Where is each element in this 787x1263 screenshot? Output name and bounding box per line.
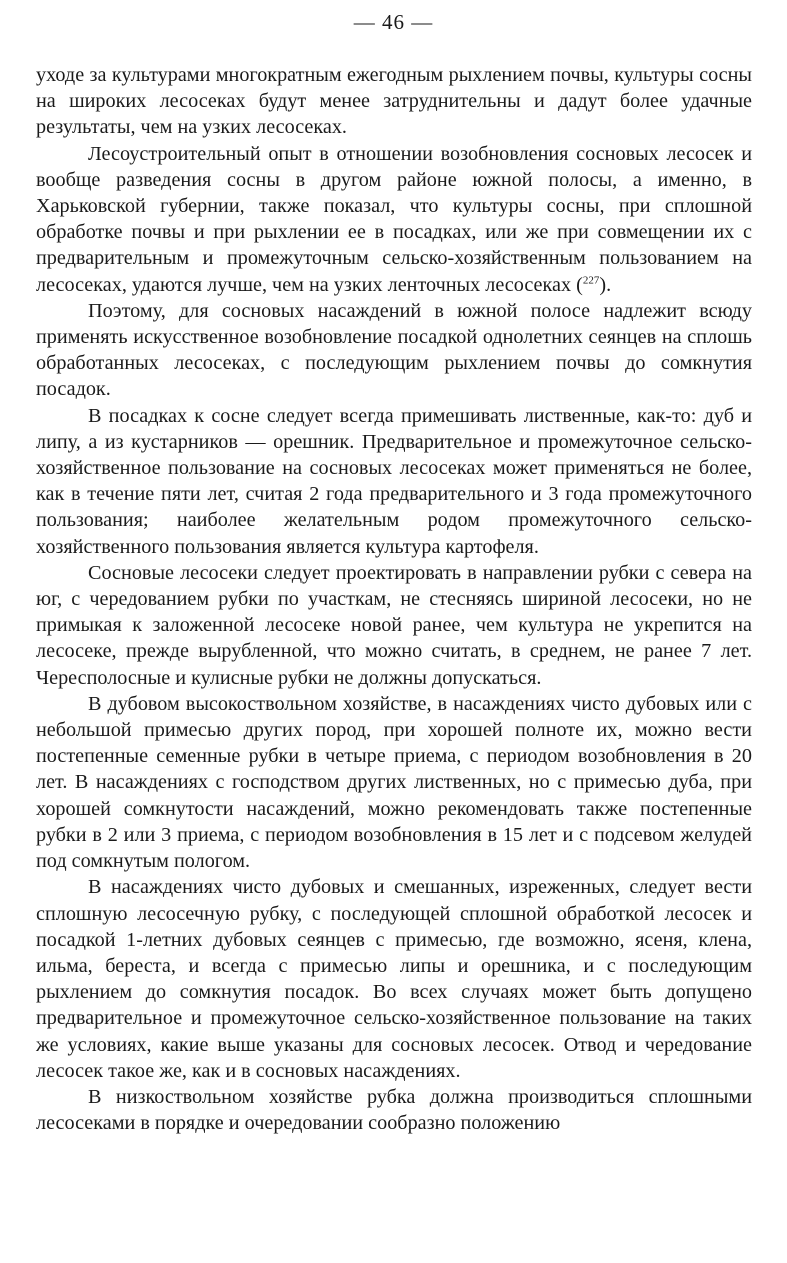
paragraph-4: В посадках к сосне следует всегда примешивать лиственные, как-то: дуб и липу, а из кустарников — орешник. Предварительное и промежуточное сельско-хозяйственное пользование на сосновых лесосеках может применяться не более, как в течение пяти лет, считая 2 года предварительного и 3 года промежуточного пользования; наиболее желательным родом промежуточного сельско-хозяйственного пользования является культура картофеля.: [36, 404, 752, 558]
paragraph-2-closing: ).: [599, 273, 612, 296]
body-text: [36, 62, 752, 1136]
paragraph-1: уходе за культурами многократным ежегодным рыхлением почвы, культуры сосны на широких лесосеках будут менее затруднительны и дадут более удачные результаты, чем на узких лесосеках.: [36, 64, 752, 139]
page-number: — 46 —: [353, 10, 434, 34]
paragraph-5: Сосновые лесосеки следует проектировать в направлении рубки с севера на юг, с чередованием рубки по участкам, не стесняясь шириной лесосеки, но не примыкая к заложенной лесосеке новой ранее, чем культура не укрепится на лесосеке, прежде вырубленной, что можно считать, в среднем, не ранее 7 лет. Чересполосные и кулисные рубки не должны допускаться.: [36, 561, 752, 689]
paragraph-6: В дубовом высокоствольном хозяйстве, в насаждениях чисто дубовых или с небольшой примесью других пород, при хорошей полноте их, можно вести постепенные семенные рубки в четыре приема, с периодом возобновления в 20 лет. В насаждениях с господством других лиственных, но с примесью дуба, при хорошей сомкнутости насаждений, можно рекомендовать также постепенные рубки в 2 или 3 приема, с периодом возобновления в 15 лет и с подсевом желудей под сомкнутым пологом.: [36, 692, 752, 873]
paragraph-2-text: Лесоустроительный опыт в отношении возобновления сосновых лесосек и вообще разведения сосны в другом районе южной полосы, а именно, в Харьковской губернии, также показал, что культуры сосны, при сплошной обработке почвы и при рыхлении ее в посадках, или же при совмещении их с предварительным и промежуточным сельско-хозяйственным пользованием на лесосеках, удаются лучше, чем на узких ленточных лесосеках (: [36, 142, 752, 296]
paragraph-2: [36, 141, 752, 298]
paragraph-3: Поэтому, для сосновых насаждений в южной полосе надлежит всюду применять искусственное возобновление посадкой однолетних сеянцев на сплошь обработанных лесосеках, с последующим рыхлением почвы до сомкнутия посадок.: [36, 299, 752, 401]
footnote-reference: 227: [582, 273, 600, 286]
paragraph-7: В насаждениях чисто дубовых и смешанных, изреженных, следует вести сплошную лесосечную рубку, с последующей сплошной обработкой лесосек и посадкой 1-летних дубовых сеянцев с примесью, где возможно, ясеня, клена, ильма, береста, и всегда с примесью липы и орешника, и с последующим рыхлением до сомкнутия посадок. Во всех случаях может быть допущено предварительное и промежуточное сельско-хозяйственное пользование на таких же условиях, какие выше указаны для сосновых лесосек. Отвод и чередование лесосек такое же, как и в сосновых насаждениях.: [36, 876, 752, 1082]
paragraph-8: В низкоствольном хозяйстве рубка должна производиться сплошными лесосеками в порядке и очередовании сообразно положению: [36, 1085, 752, 1135]
